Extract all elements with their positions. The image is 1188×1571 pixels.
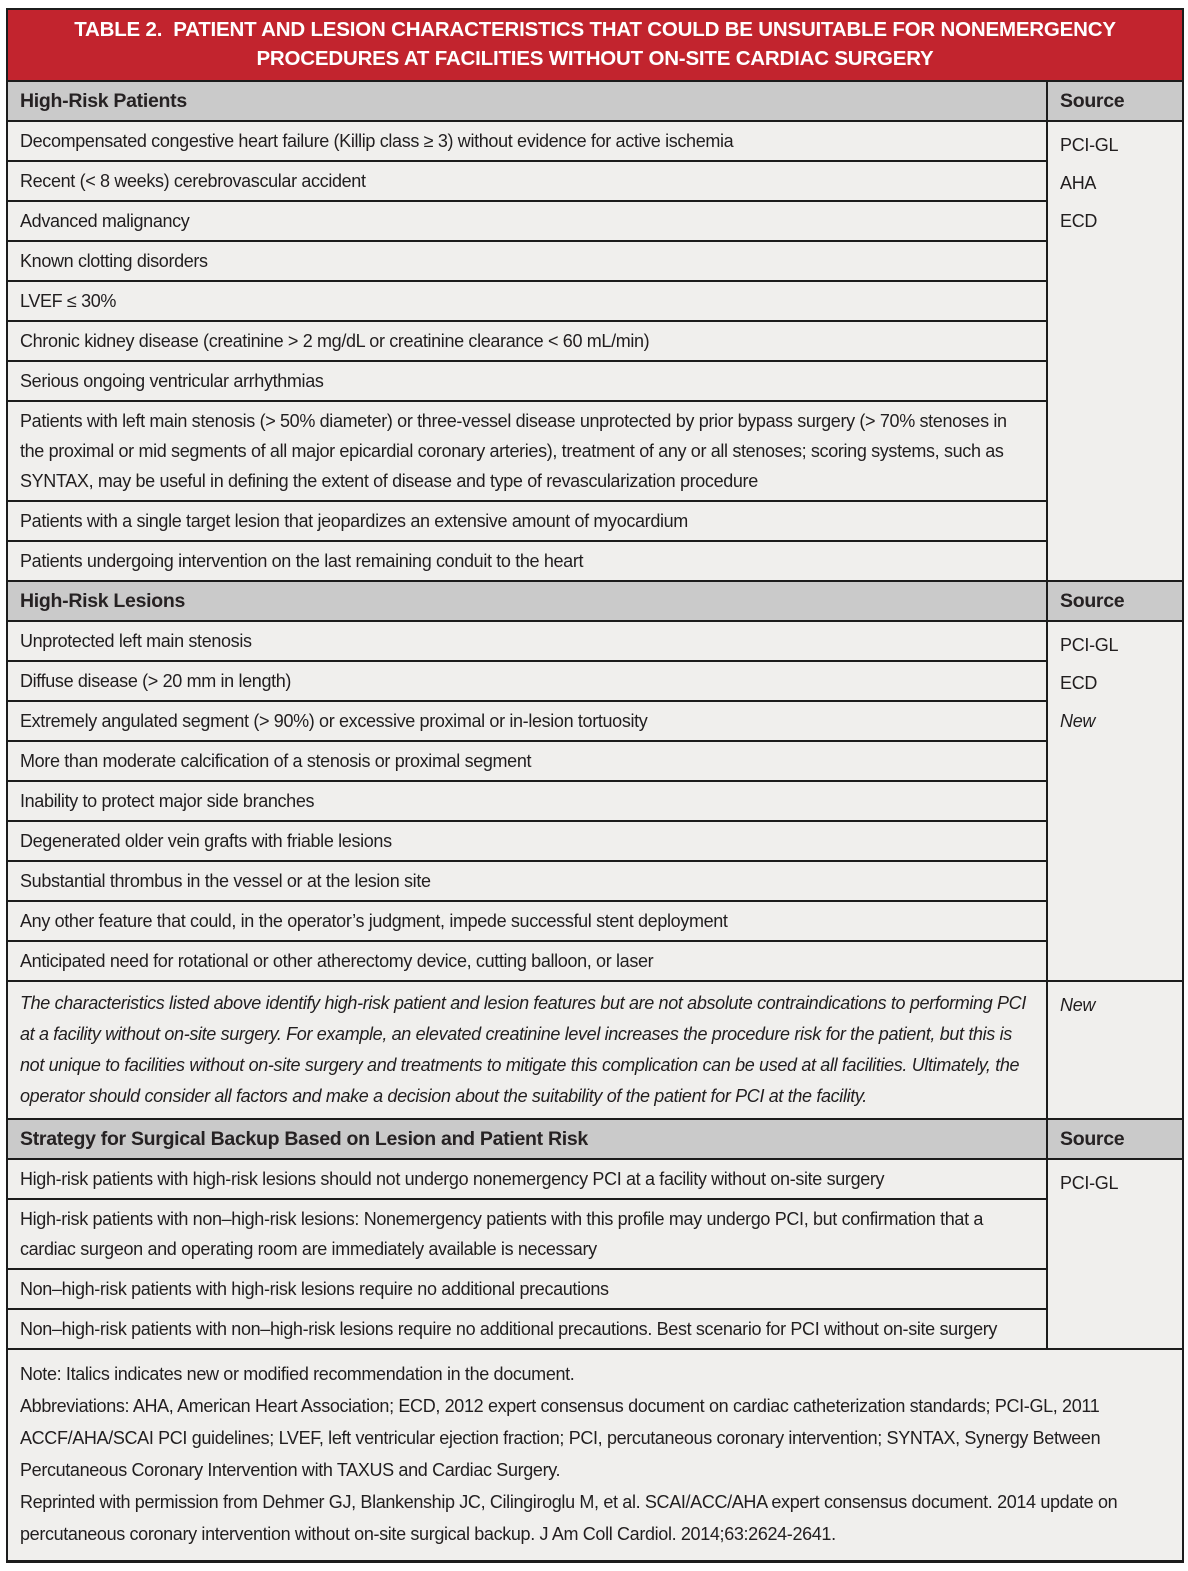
row-text: LVEF ≤ 30% <box>7 281 1047 321</box>
source-header-label: Source <box>1047 581 1183 621</box>
table-row <box>7 501 1183 541</box>
footnotes <box>7 1349 1183 1562</box>
table-row <box>7 741 1183 781</box>
source-label: New <box>1060 995 1096 1015</box>
row-text: Any other feature that could, in the operator’s judgment, impede successful stent deployment <box>7 901 1047 941</box>
title-row <box>7 9 1183 81</box>
table-row <box>7 121 1183 161</box>
row-text: Chronic kidney disease (creatinine > 2 mg/dL or creatinine clearance < 60 mL/min) <box>7 321 1047 361</box>
source-header-label: Source <box>1047 81 1183 121</box>
row-text: The characteristics listed above identify high-risk patient and lesion features but are not absolute contraindications to performing PCI at a facility without on-site surgery. For example, an elevated creatinine level increases the procedure risk for the patient, but this is not unique to facilities without on-site surgery and treatments to mitigate this complication can be used at all facilities. Ultimately, the operator should consider all factors and make a decision about the suitability of the patient for PCI at the facility. <box>7 981 1047 1119</box>
row-text: Inability to protect major side branches <box>7 781 1047 821</box>
section-header-label: High-Risk Lesions <box>7 581 1047 621</box>
section-header-label: Strategy for Surgical Backup Based on Lesion and Patient Risk <box>7 1119 1047 1159</box>
row-text: Degenerated older vein grafts with friable lesions <box>7 821 1047 861</box>
source-label: ECD <box>1060 673 1098 693</box>
table-row <box>7 1159 1183 1199</box>
section-header <box>7 1119 1183 1159</box>
table-row <box>7 401 1183 501</box>
table-row <box>7 321 1183 361</box>
table-row <box>7 281 1183 321</box>
row-text: Non–high-risk patients with non–high-risk lesions require no additional precautions. Best scenario for PCI without on-site surgery <box>7 1309 1047 1349</box>
row-text: Advanced malignancy <box>7 201 1047 241</box>
row-text: More than moderate calcification of a stenosis or proximal segment <box>7 741 1047 781</box>
table-row <box>7 661 1183 701</box>
table-row <box>7 941 1183 981</box>
row-text: Non–high-risk patients with high-risk lesions require no additional precautions <box>7 1269 1047 1309</box>
row-text: Patients undergoing intervention on the last remaining conduit to the heart <box>7 541 1047 581</box>
section-header <box>7 581 1183 621</box>
table-row <box>7 361 1183 401</box>
table-row <box>7 541 1183 581</box>
row-text: Known clotting disorders <box>7 241 1047 281</box>
row-text: Decompensated congestive heart failure (Killip class ≥ 3) without evidence for active ischemia <box>7 121 1047 161</box>
table-row <box>7 241 1183 281</box>
source-label: New <box>1060 711 1096 731</box>
table-row <box>7 821 1183 861</box>
row-text: Serious ongoing ventricular arrhythmias <box>7 361 1047 401</box>
table-body <box>7 9 1183 1562</box>
table-row <box>7 621 1183 661</box>
source-cell <box>1047 121 1183 581</box>
row-text: Anticipated need for rotational or other atherectomy device, cutting balloon, or laser <box>7 941 1047 981</box>
characteristics-table <box>6 8 1184 1563</box>
table-row <box>7 1269 1183 1309</box>
footnote: Abbreviations: AHA, American Heart Association; ECD, 2012 expert consensus document on cardiac catheterization standards; PCI-GL, 2011 ACCF/AHA/SCAI PCI guidelines; LVEF, left ventricular ejection fraction; PCI, percutaneous coronary intervention; SYNTAX, Synergy Between Percutaneous Coronary Intervention with TAXUS and Cardiac Surgery. <box>20 1396 1101 1480</box>
table-row <box>7 161 1183 201</box>
table-row <box>7 201 1183 241</box>
row-text: High-risk patients with non–high-risk lesions: Nonemergency patients with this profile may undergo PCI, but confirmation that a cardiac surgeon and operating room are immediately available is necessary <box>7 1199 1047 1269</box>
row-text: Substantial thrombus in the vessel or at the lesion site <box>7 861 1047 901</box>
source-cell <box>1047 981 1183 1119</box>
source-label: PCI-GL <box>1060 635 1119 655</box>
source-cell <box>1047 1159 1183 1349</box>
row-text: High-risk patients with high-risk lesions should not undergo nonemergency PCI at a facility without on-site surgery <box>7 1159 1047 1199</box>
section-header-label: High-Risk Patients <box>7 81 1047 121</box>
footnotes-row <box>7 1349 1183 1562</box>
row-text: Recent (< 8 weeks) cerebrovascular accident <box>7 161 1047 201</box>
table-row <box>7 901 1183 941</box>
row-text: Unprotected left main stenosis <box>7 621 1047 661</box>
row-text: Diffuse disease (> 20 mm in length) <box>7 661 1047 701</box>
source-header-label: Source <box>1047 1119 1183 1159</box>
table-row <box>7 1309 1183 1349</box>
table-row <box>7 1199 1183 1269</box>
section-header <box>7 81 1183 121</box>
row-text: Patients with left main stenosis (> 50% diameter) or three-vessel disease unprotected by prior bypass surgery (> 70% stenoses in the proximal or mid segments of all major epicardial coronary arteries), treatment of any or all stenoses; scoring systems, such as SYNTAX, may be useful in defining the extent of disease and type of revascularization procedure <box>7 401 1047 501</box>
table-row <box>7 981 1183 1119</box>
footnote: Reprinted with permission from Dehmer GJ, Blankenship JC, Cilingiroglu M, et al. SCAI/ACC/AHA expert consensus document. 2014 update on percutaneous coronary intervention without on-site surgical backup. J Am Coll Cardiol. 2014;63:2624-2641. <box>20 1492 1118 1544</box>
source-cell <box>1047 621 1183 981</box>
row-text: Extremely angulated segment (> 90%) or excessive proximal or in-lesion tortuosity <box>7 701 1047 741</box>
source-label: PCI-GL <box>1060 1173 1119 1193</box>
row-text: Patients with a single target lesion that jeopardizes an extensive amount of myocardium <box>7 501 1047 541</box>
table-title: TABLE 2. PATIENT AND LESION CHARACTERISTICS THAT COULD BE UNSUITABLE FOR NONEMERGENCY PROCEDURES AT FACILITIES WITHOUT ON-SITE CARDIAC SURGERY <box>7 9 1183 81</box>
footnote: Note: Italics indicates new or modified recommendation in the document. <box>20 1364 575 1384</box>
source-label: PCI-GL <box>1060 135 1119 155</box>
table-row <box>7 861 1183 901</box>
source-label: ECD <box>1060 211 1098 231</box>
table-row <box>7 781 1183 821</box>
table-row <box>7 701 1183 741</box>
source-label: AHA <box>1060 173 1097 193</box>
